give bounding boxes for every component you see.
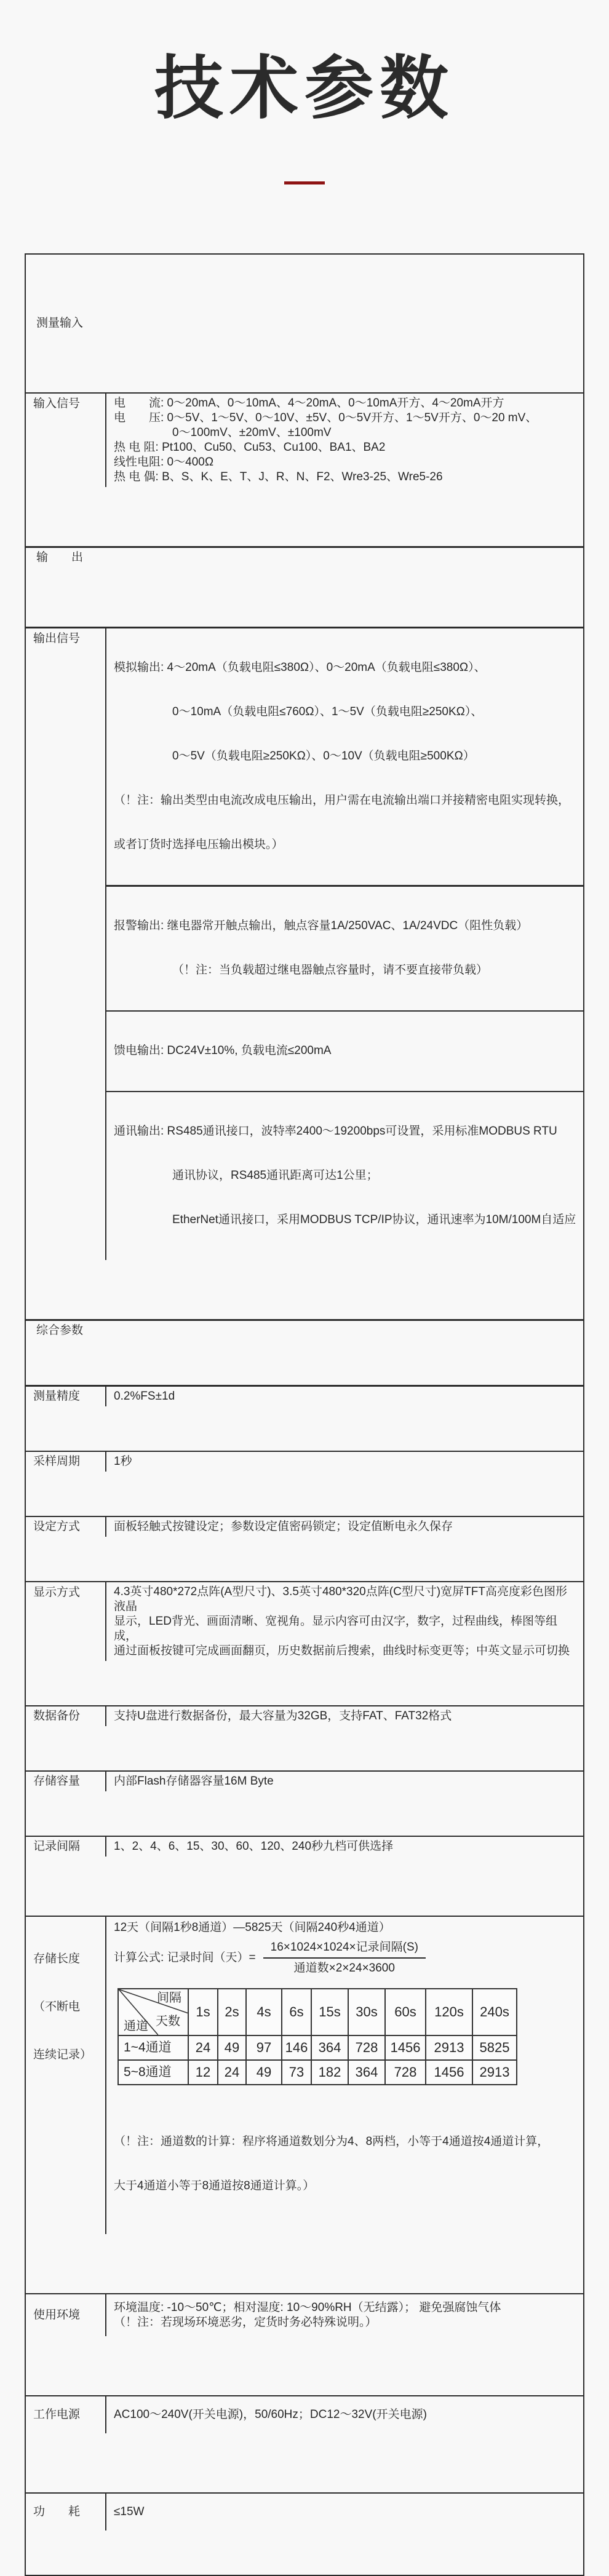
days-table-col-header: 6s bbox=[281, 1989, 311, 2035]
spec-line: ≤15W bbox=[114, 2505, 145, 2518]
row-value-display bbox=[106, 1582, 583, 1661]
row-label-consumption: 功 耗 bbox=[26, 2494, 106, 2530]
days-cell: 97 bbox=[245, 2035, 281, 2059]
row-sampling bbox=[26, 1451, 583, 1472]
days-table-corner-cell bbox=[119, 1989, 188, 2035]
row-label-setting: 设定方式 bbox=[26, 1517, 106, 1537]
row-backup bbox=[26, 1705, 583, 1726]
spec-line: 模拟输出: 4～20mA（负载电阻≤380Ω）、0～20mA（负载电阻≤380Ω）、 bbox=[114, 660, 486, 674]
formula-prefix: 计算公式: 记录时间（天）= bbox=[114, 1951, 256, 1964]
spec-line: 显示，LED背光、画面清晰、宽视角。显示内容可由汉字，数字，过程曲线，棒图等组成， bbox=[114, 1614, 557, 1643]
row-label-output-signal: 输出信号 bbox=[26, 628, 106, 1260]
row-value-output-signal bbox=[106, 628, 583, 1260]
row-value-power bbox=[106, 2396, 583, 2433]
spec-line: 内部Flash存储器容量16M Byte bbox=[114, 1774, 274, 1788]
row-value-interval bbox=[106, 1837, 583, 1857]
row-value-input-signal bbox=[106, 394, 583, 487]
label-line: 存储长度 bbox=[33, 1952, 81, 1965]
row-label-backup: 数据备份 bbox=[26, 1706, 106, 1726]
page-title: 技术参数 bbox=[154, 50, 455, 127]
spec-note-line: （！注：通道数的计算：程序将通道数划分为4、8两档，小等于4通道按4通道计算， bbox=[114, 2134, 549, 2148]
spec-note-line: 大于4通道小等于8通道按8通道计算。） bbox=[114, 2179, 315, 2192]
comm-output-block bbox=[106, 1091, 583, 1260]
row-label-capacity: 存储容量 bbox=[26, 1772, 106, 1791]
days-cell: 182 bbox=[311, 2059, 348, 2084]
spec-line: 环境温度: -10～50℃；相对湿度: 10～90%RH（无结露）； 避免强腐蚀气体 bbox=[114, 2301, 501, 2314]
spec-line: 电 压: 0～5V、1～5V、0～10V、±5V、0～5V开方、1～5V开方、0～20 mV、 bbox=[114, 411, 538, 424]
storage-days-table bbox=[117, 1988, 517, 2085]
spec-line: 通过面板按键可完成画面翻页，历史数据前后搜索，曲线时标变更等；中英文显示可切换 bbox=[114, 1644, 570, 1657]
section-header-general bbox=[26, 1319, 583, 1341]
feed-output-block bbox=[106, 1010, 583, 1091]
spec-line: 通讯协议，RS485通讯距离可达1公里； bbox=[172, 1168, 378, 1182]
spec-line: 报警输出: 继电器常开触点输出，触点容量1A/250VAC、1A/24VDC（阻性负载） bbox=[114, 919, 528, 932]
spec-line: AC100～240V(开关电源)，50/60Hz；DC12～32V(开关电源) bbox=[114, 2408, 427, 2421]
row-value-environment bbox=[106, 2294, 583, 2336]
corner-label-days: 天数 bbox=[156, 2014, 180, 2028]
row-label-accuracy: 测量精度 bbox=[26, 1387, 106, 1406]
spec-line: 0～10mA（负载电阻≤760Ω）、1～5V（负载电阻≥250KΩ）、 bbox=[172, 705, 483, 718]
days-cell: 1456 bbox=[384, 2035, 425, 2059]
alarm-output-block bbox=[106, 885, 583, 1010]
row-power bbox=[26, 2395, 583, 2433]
row-accuracy bbox=[26, 1385, 583, 1406]
analog-output-block bbox=[106, 628, 583, 885]
days-cell: 364 bbox=[348, 2059, 384, 2084]
spec-line: EtherNet通讯接口，采用MODBUS TCP/IP协议，通讯速率为10M/100M自适应 bbox=[172, 1213, 576, 1226]
spec-line: 面板轻触式按键设定；参数设定值密码锁定；设定值断电永久保存 bbox=[114, 1520, 453, 1533]
row-value-consumption bbox=[106, 2494, 583, 2530]
row-label-power: 工作电源 bbox=[26, 2396, 106, 2433]
formula-numerator: 16×1024×1024×记录间隔(S) bbox=[263, 1940, 426, 1959]
spec-note-line: 或者订货时选择电压输出模块。） bbox=[114, 838, 284, 851]
row-setting bbox=[26, 1516, 583, 1537]
days-cell: 2913 bbox=[472, 2059, 516, 2084]
section-header-output bbox=[26, 546, 583, 568]
row-label-interval: 记录间隔 bbox=[26, 1837, 106, 1857]
formula-fraction bbox=[263, 1940, 426, 1976]
days-table-col-header: 30s bbox=[348, 1989, 384, 2035]
row-value-sampling bbox=[106, 1452, 583, 1472]
row-input-signal bbox=[26, 392, 583, 487]
days-table-col-header: 4s bbox=[245, 1989, 281, 2035]
section-header-measure-input bbox=[26, 314, 583, 333]
row-label-environment: 使用环境 bbox=[26, 2294, 106, 2336]
row-value-setting bbox=[106, 1517, 583, 1537]
corner-label-channel: 通道 bbox=[124, 2019, 148, 2033]
days-table-row-label: 1~4通道 bbox=[119, 2035, 188, 2059]
label-line: （不断电 bbox=[33, 2000, 81, 2013]
spec-line: 热 电 阻: Pt100、Cu50、Cu53、Cu100、BA1、BA2 bbox=[114, 440, 386, 454]
days-cell: 146 bbox=[281, 2035, 311, 2059]
days-table-row-label: 5~8通道 bbox=[119, 2059, 188, 2084]
label-line: 连续记录） bbox=[33, 2048, 92, 2061]
row-consumption bbox=[26, 2492, 583, 2530]
spec-table bbox=[25, 253, 584, 2576]
formula-denominator: 通道数×2×24×3600 bbox=[293, 1961, 395, 1975]
spec-line: 0～100mV、±20mV、±100mV bbox=[172, 426, 332, 439]
spec-line: 馈电输出: DC24V±10%, 负载电流≤200mA bbox=[114, 1044, 332, 1057]
row-output-signal bbox=[26, 627, 583, 1260]
days-cell: 12 bbox=[188, 2059, 217, 2084]
storage-note bbox=[114, 2105, 577, 2223]
title-divider-bar bbox=[284, 181, 325, 184]
row-label-display: 显示方式 bbox=[26, 1582, 106, 1661]
row-value-accuracy bbox=[106, 1387, 583, 1406]
spec-line: 热 电 偶: B、S、K、E、T、J、R、N、F2、Wre3-25、Wre5-26 bbox=[114, 470, 443, 483]
days-cell: 49 bbox=[217, 2035, 245, 2059]
days-cell: 1456 bbox=[425, 2059, 472, 2084]
spec-line: 1、2、4、6、15、30、60、120、240秒九档可供选择 bbox=[114, 1839, 394, 1853]
row-label-sampling: 采样周期 bbox=[26, 1452, 106, 1472]
spec-line: 支持U盘进行数据备份，最大容量为32GB，支持FAT、FAT32格式 bbox=[114, 1709, 452, 1722]
days-cell: 2913 bbox=[425, 2035, 472, 2059]
days-table-col-header: 15s bbox=[311, 1989, 348, 2035]
row-value-backup bbox=[106, 1706, 583, 1726]
days-table-col-header: 120s bbox=[425, 1989, 472, 2035]
spec-note-line: （！注：当负载超过继电器触点容量时，请不要直接带负载） bbox=[172, 963, 488, 977]
spec-line: 0.2%FS±1d bbox=[114, 1389, 175, 1403]
storage-range-line: 12天（间隔1秒8通道）—5825天（间隔240秒4通道） bbox=[114, 1920, 391, 1934]
days-cell: 5825 bbox=[472, 2035, 516, 2059]
days-table-col-header: 2s bbox=[217, 1989, 245, 2035]
section-title: 综合参数 bbox=[36, 1323, 84, 1337]
row-label-storage-length bbox=[26, 1917, 106, 2234]
section-title: 测量输入 bbox=[36, 316, 84, 330]
spec-note-line: （！注：若现场环境恶劣，定货时务必特殊说明。） bbox=[114, 2315, 377, 2329]
days-cell: 728 bbox=[384, 2059, 425, 2084]
row-capacity bbox=[26, 1770, 583, 1791]
days-cell: 49 bbox=[245, 2059, 281, 2084]
days-cell: 728 bbox=[348, 2035, 384, 2059]
spec-line: 线性电阻: 0～400Ω bbox=[114, 455, 214, 469]
days-table-col-header: 60s bbox=[384, 1989, 425, 2035]
corner-label-interval: 间隔 bbox=[157, 1991, 181, 2005]
row-label-input-signal: 输入信号 bbox=[26, 394, 106, 487]
spec-line: 0～5V（负载电阻≥250KΩ）、0～10V（负载电阻≥500KΩ） bbox=[172, 749, 475, 763]
row-value-storage-length bbox=[106, 1917, 583, 2234]
days-cell: 73 bbox=[281, 2059, 311, 2084]
spec-line: 1秒 bbox=[114, 1454, 132, 1468]
days-table-col-header: 1s bbox=[188, 1989, 217, 2035]
days-cell: 24 bbox=[217, 2059, 245, 2084]
section-title: 输 出 bbox=[36, 550, 84, 564]
row-storage-length bbox=[26, 1916, 583, 2234]
days-cell: 364 bbox=[311, 2035, 348, 2059]
row-value-capacity bbox=[106, 1772, 583, 1791]
storage-formula bbox=[114, 1940, 577, 1976]
row-interval bbox=[26, 1836, 583, 1857]
days-cell: 24 bbox=[188, 2035, 217, 2059]
row-display bbox=[26, 1581, 583, 1661]
spec-note-line: （！注：输出类型由电流改成电压输出，用户需在电流输出端口并接精密电阻实现转换， bbox=[114, 793, 570, 807]
spec-line: 电 流: 0～20mA、0～10mA、4～20mA、0～10mA开方、4～20mA开方 bbox=[114, 396, 504, 410]
spec-line: 4.3英寸480*272点阵(A型尺寸)、3.5英寸480*320点阵(C型尺寸)宽屏TFT高亮度彩色图形液晶 bbox=[114, 1585, 567, 1613]
spec-line: 通讯输出: RS485通讯接口，波特率2400～19200bps可设置，采用标准MODBUS RTU bbox=[114, 1124, 557, 1138]
row-environment bbox=[26, 2293, 583, 2336]
days-table-col-header: 240s bbox=[472, 1989, 516, 2035]
